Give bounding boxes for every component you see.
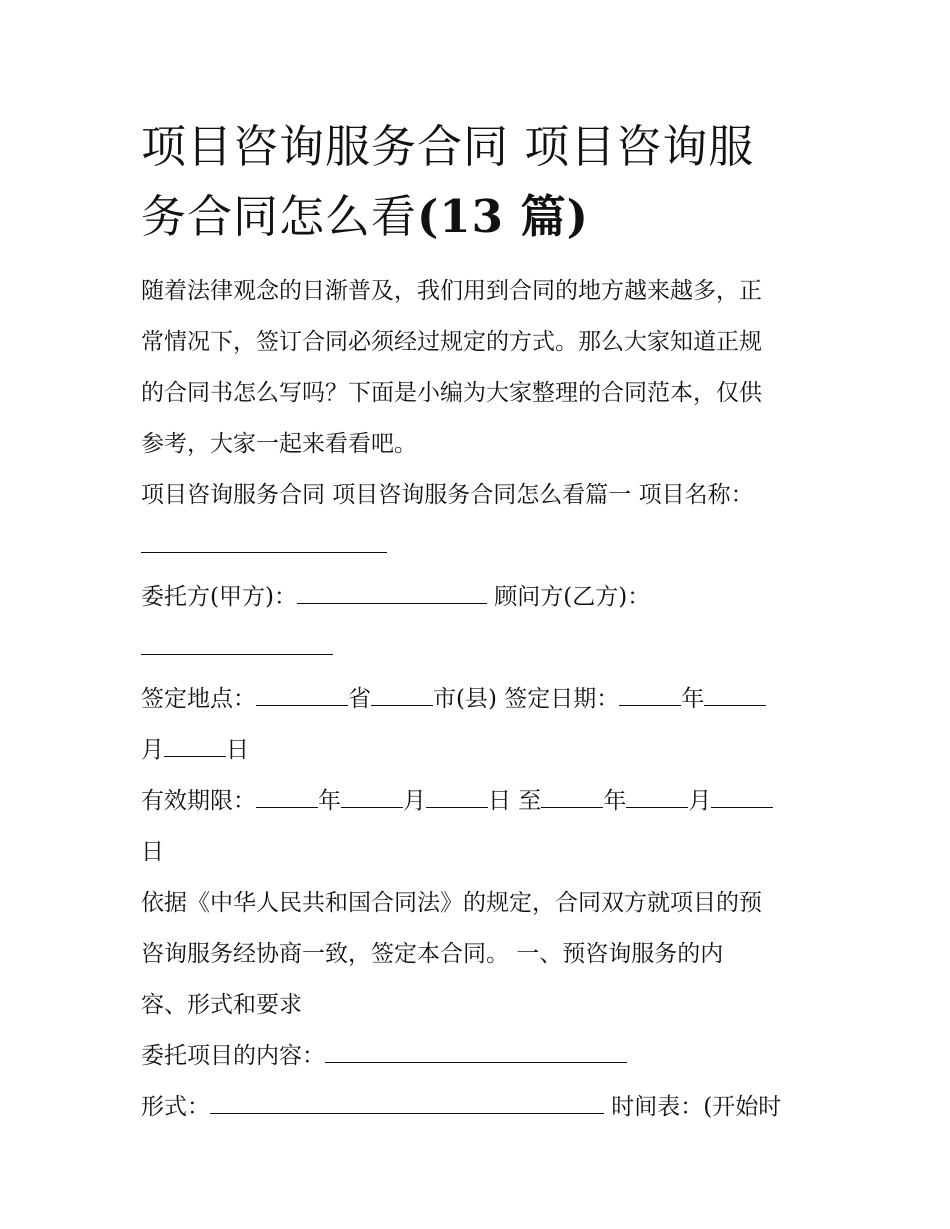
sign-year-label: 年 bbox=[681, 686, 705, 712]
end-year-blank bbox=[541, 785, 603, 808]
title-line-1: 项目咨询服务合同 项目咨询服 bbox=[141, 120, 755, 173]
intro-line-1: 随着法律观念的日渐普及，我们用到合同的地方越来越多，正 bbox=[141, 278, 762, 304]
sign-line bbox=[141, 674, 821, 725]
title-count: (13 篇) bbox=[417, 190, 589, 243]
start-day-label: 日 bbox=[488, 788, 511, 814]
sign-month-blank bbox=[704, 683, 766, 706]
timeline-label: 时间表：(开始时 bbox=[604, 1094, 782, 1120]
title-line-2 bbox=[141, 182, 821, 252]
validity-label: 有效期限： bbox=[141, 788, 256, 814]
province-blank bbox=[256, 683, 348, 706]
title-line-2-text: 务合同怎么看 bbox=[141, 190, 418, 243]
project-name-line bbox=[141, 521, 821, 572]
consultant-label: 顾问方(乙方)： bbox=[494, 584, 651, 610]
section-heading: 项目咨询服务合同 项目咨询服务合同怎么看篇一 项目名称： bbox=[141, 482, 754, 508]
content-line bbox=[141, 1031, 821, 1082]
city-label: 市(县) bbox=[433, 686, 497, 712]
to-label: 至 bbox=[511, 788, 542, 814]
end-day-label: 日 bbox=[141, 839, 164, 865]
sign-place-label: 签定地点： bbox=[141, 686, 256, 712]
form-line bbox=[141, 1082, 821, 1133]
document-body bbox=[141, 266, 821, 1133]
end-month-blank bbox=[626, 785, 688, 808]
intro-line-3: 的合同书怎么写吗？下面是小编为大家整理的合同范本，仅供 bbox=[141, 380, 762, 406]
sign-day-blank bbox=[164, 734, 226, 757]
basis-line-1: 依据《中华人民共和国合同法》的规定，合同双方就项目的预 bbox=[141, 890, 762, 916]
city-blank bbox=[371, 683, 433, 706]
basis-line-2: 咨询服务经协商一致，签定本合同。 一、预咨询服务的内 bbox=[141, 941, 724, 967]
client-label: 委托方(甲方)： bbox=[141, 584, 297, 610]
start-day-blank bbox=[426, 785, 488, 808]
form-label: 形式： bbox=[141, 1094, 210, 1120]
start-year-blank bbox=[256, 785, 318, 808]
intro-line-4: 参考，大家一起来看看吧。 bbox=[141, 431, 417, 457]
intro-line-2: 常情况下，签订合同必须经过规定的方式。那么大家知道正规 bbox=[141, 329, 762, 355]
client-blank bbox=[297, 581, 487, 604]
sign-month-label: 月 bbox=[141, 737, 164, 763]
consultant-line bbox=[141, 623, 821, 674]
end-year-label: 年 bbox=[603, 788, 627, 814]
content-label: 委托项目的内容： bbox=[141, 1043, 325, 1069]
document-page bbox=[141, 112, 821, 1133]
sign-year-blank bbox=[619, 683, 681, 706]
project-name-blank bbox=[141, 530, 387, 553]
validity-line bbox=[141, 776, 821, 827]
start-month-label: 月 bbox=[403, 788, 426, 814]
start-month-blank bbox=[341, 785, 403, 808]
sign-date-label: 签定日期： bbox=[496, 686, 620, 712]
end-day-blank bbox=[711, 785, 773, 808]
parties-line bbox=[141, 572, 821, 623]
sign-day-label: 日 bbox=[226, 737, 249, 763]
start-year-label: 年 bbox=[318, 788, 341, 814]
form-blank bbox=[210, 1091, 604, 1114]
sign-line-2 bbox=[141, 725, 821, 776]
document-title bbox=[141, 112, 821, 252]
province-label: 省 bbox=[348, 686, 371, 712]
content-blank bbox=[325, 1040, 627, 1063]
end-month-label: 月 bbox=[688, 788, 712, 814]
consultant-blank bbox=[141, 632, 333, 655]
basis-line-3: 容、形式和要求 bbox=[141, 992, 302, 1018]
validity-line-2 bbox=[141, 827, 821, 878]
